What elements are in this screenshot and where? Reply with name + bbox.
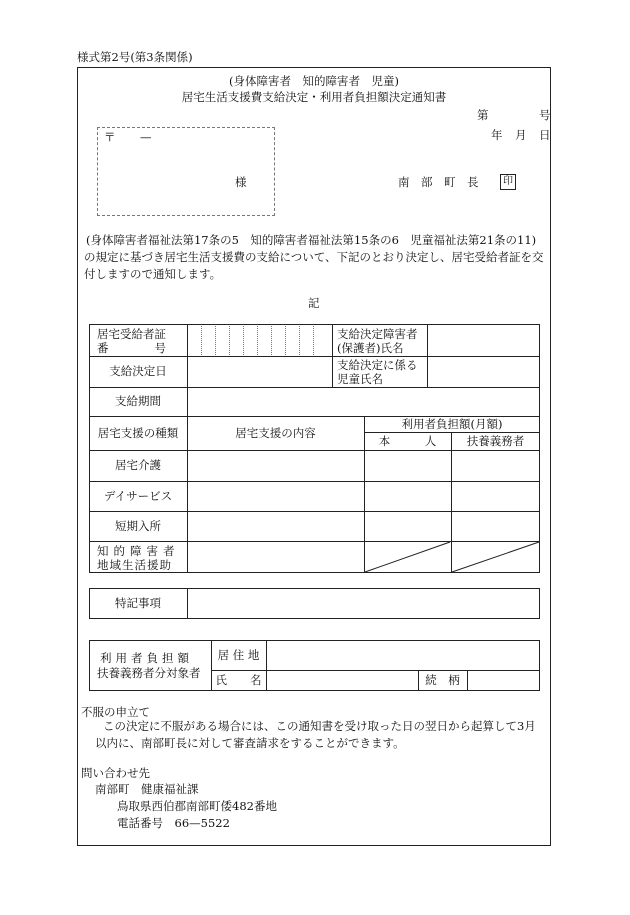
date-month: 月 bbox=[515, 128, 527, 142]
col-burden-header: 利用者負担額(月額) bbox=[401, 416, 503, 431]
cert-no-label-1: 居宅受給者証 bbox=[97, 327, 166, 341]
doc-number-dai: 第 bbox=[477, 108, 489, 122]
child-label-1: 支給決定に係る bbox=[337, 358, 418, 372]
row-label-day-service: デイサービス bbox=[103, 488, 173, 503]
contact-address: 鳥取県西伯郡南部町倭482番地 bbox=[117, 799, 277, 813]
col-content-header: 居宅支援の内容 bbox=[235, 425, 316, 440]
appeal-heading: 不服の申立て bbox=[81, 705, 150, 719]
postal-mark: 〒 bbox=[104, 130, 116, 144]
supporter-label-1: 利用者負担額 bbox=[100, 651, 193, 665]
recipient-label-1: 支給決定障害者 bbox=[337, 327, 418, 341]
period-label: 支給期間 bbox=[115, 394, 161, 409]
decision-date-label: 支給決定日 bbox=[109, 364, 167, 379]
doc-number-go: 号 bbox=[539, 108, 551, 122]
relation-label: 続 柄 bbox=[425, 673, 460, 688]
cert-no-label-2: 番 号 bbox=[97, 341, 166, 355]
postal-dash: — bbox=[140, 130, 152, 144]
contact-office: 南部町 健康福祉課 bbox=[95, 782, 199, 796]
supporter-label-2: 扶養義務者分対象者 bbox=[97, 666, 201, 680]
appeal-line-1: この決定に不服がある場合には、この通知書を受け取った日の翌日から起算して3月 bbox=[103, 719, 536, 733]
form-number: 様式第2号(第3条関係) bbox=[77, 50, 193, 64]
body-line-3: 付しますので通知します。 bbox=[84, 267, 222, 281]
contact-heading: 問い合わせ先 bbox=[81, 766, 150, 780]
child-label-2: 児童氏名 bbox=[337, 372, 383, 386]
col-type-header: 居宅支援の種類 bbox=[97, 425, 179, 440]
special-notes-label: 特記事項 bbox=[115, 596, 161, 611]
honorific-sama: 様 bbox=[235, 175, 247, 189]
title-line-1: (身体障害者 知的障害者 児童) bbox=[229, 74, 399, 88]
col-supporter-header: 扶養義務者 bbox=[466, 433, 525, 448]
body-line-2: の規定に基づき居宅生活支援費の支給について、下記のとおり決定し、居宅受給者証を交 bbox=[84, 250, 544, 264]
title-line-2: 居宅生活支援費支給決定・利用者負担額決定通知書 bbox=[181, 90, 447, 104]
last-row-label-1: 知的障害者 bbox=[97, 544, 180, 558]
seal-mark: 印 bbox=[500, 174, 516, 190]
appeal-line-2: 以内に、南部町長に対して審査請求をすることができます。 bbox=[95, 736, 405, 750]
col-self-header: 本 人 bbox=[378, 433, 437, 448]
residence-label: 居 住 地 bbox=[217, 647, 260, 662]
name-label: 氏 名 bbox=[215, 673, 262, 688]
last-row-label-2: 地域生活援助 bbox=[97, 558, 172, 572]
contact-phone: 電話番号 66—5522 bbox=[117, 816, 230, 830]
row-label-home-care: 居宅介護 bbox=[115, 458, 161, 473]
date-day: 日 bbox=[539, 128, 551, 142]
ki-note: 記 bbox=[308, 296, 320, 310]
row-label-short-stay: 短期入所 bbox=[115, 518, 161, 533]
date-year: 年 bbox=[491, 128, 503, 142]
issuer-name: 南 部 町 長 bbox=[398, 175, 479, 189]
body-line-1: (身体障害者福祉法第17条の5 知的障害者福祉法第15条の6 児童福祉法第21条の11) bbox=[86, 233, 537, 247]
recipient-label-2: (保護者)氏名 bbox=[337, 341, 404, 355]
